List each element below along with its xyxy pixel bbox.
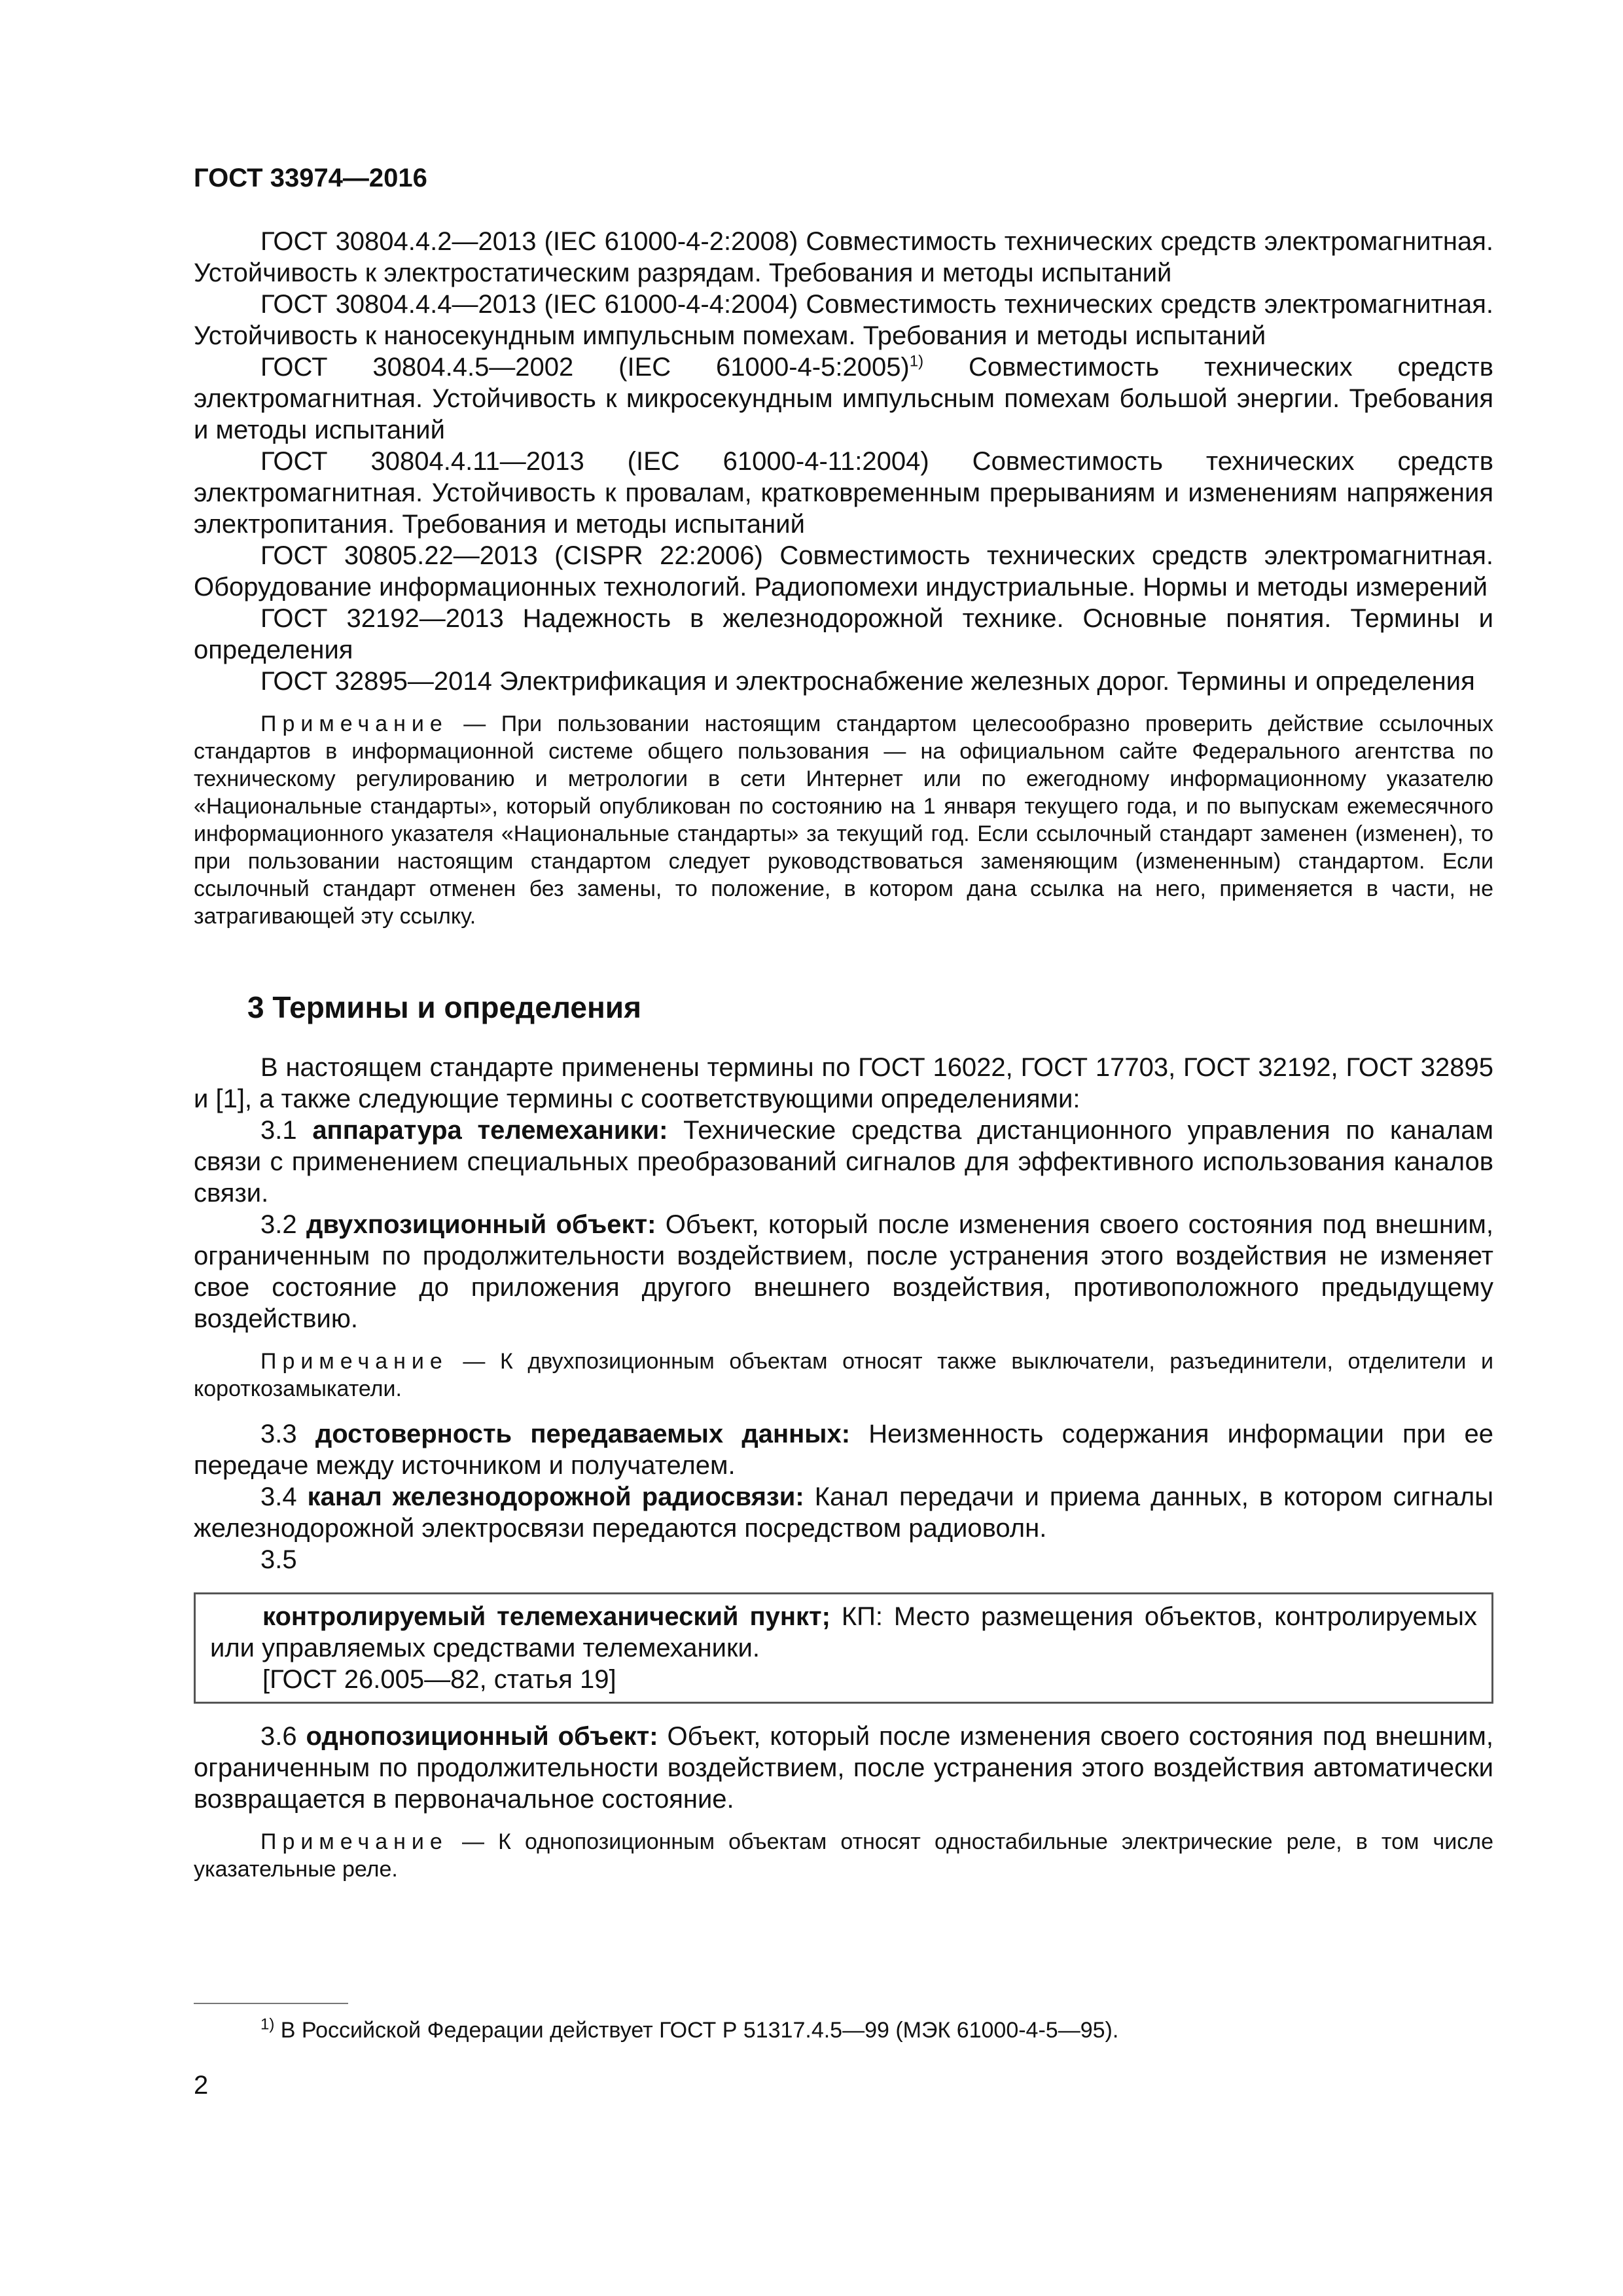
section-heading: 3 Термины и определения [247, 990, 641, 1024]
main-content [194, 226, 1493, 1899]
term-name: контролируемый телемеханический пункт; [262, 1602, 830, 1631]
note-text: — К двухпозиционным объектам относят также выключатели, разъединители, отделители и короткозамыкатели. [194, 1349, 1493, 1401]
term-name: достоверность передаваемых данных: [315, 1420, 851, 1448]
note-text: — При пользовании настоящим стандартом целесообразно проверить действие ссылочных стандартов в информационной системе общего пользования — на официальном сайте Федерального агентства по техническому регулированию и метрологии в сети Интернет или по ежегодному информационному указателю «Национальные стандарты», который опубликован по состоянию на 1 января текущего года, и по выпускам ежемесячного информационного указателя «Национальные стандарты» за текущий год. Если ссылочный стандарт заменен (изменен), то при пользовании настоящим стандартом следует руководствоваться заменяющим (измененным) стандартом. Если ссылочный стандарт отменен без замены, то положение, в котором дана ссылка на него, применяется в части, не затрагивающей эту ссылку. [194, 711, 1493, 929]
reference-item [194, 351, 1493, 446]
note-text: — К однопозиционным объектам относят одностабильные электрические реле, в том числе указательные реле. [194, 1829, 1493, 1882]
term-name: канал железнодорожной радиосвязи: [307, 1482, 804, 1511]
reference-item: ГОСТ 30804.4.11—2013 (IEC 61000-4-11:2004) Совместимость технических средств электромагнитная. Устойчивость к провалам, кратковременным прерываниям и изменениям напряжения электропитания. Требования и методы испытаний [194, 447, 1493, 539]
term-definition: Неизменность содержания информации при ее передаче между источником и получателем. [194, 1420, 1493, 1480]
term-entry: 3.2 двухпозиционный объект: Объект, который после изменения своего состояния под внешним, ограниченным по продолжительности воздействием, после устранения этого воздействия не изменяет свое состояние до приложения другого внешнего воздействия, противоположного предыдущему воздействию. [194, 1210, 1494, 1333]
footnote-marker: 1) [909, 352, 924, 370]
term-name: аппаратура телемеханики: [312, 1116, 668, 1145]
note-label: Примечание [260, 1349, 448, 1374]
term-note [194, 1828, 1493, 1883]
term-definition: КП: Место размещения объектов, контролируемых или управляемых средствами телемеханики. [210, 1602, 1477, 1662]
term-entry: 3.1 аппаратура телемеханики: Технические средства дистанционного управления по каналам связи с применением специальных преобразований сигналов для эффективного использования каналов связи. [194, 1116, 1494, 1208]
term-name: двухпозиционный объект: [306, 1210, 656, 1239]
reference-text: Совместимость технических средств электромагнитная. Устойчивость к микросекундным импульсным помехам большой энергии. Требования и методы испытаний [194, 353, 1494, 444]
term-source: [ГОСТ 26.005—82, статья 19] [262, 1665, 616, 1694]
footnote-text: В Российской Федерации действует ГОСТ Р 51317.4.5—99 (МЭК 61000-4-5—95). [274, 2018, 1119, 2043]
reference-text: ГОСТ 30804.4.5—2002 (IEC 61000-4-5:2005) [260, 353, 910, 382]
page-header: ГОСТ 33974—2016 [194, 164, 427, 192]
footnote-divider [194, 2003, 348, 2004]
note-label: Примечание [260, 1829, 448, 1854]
term-entry: 3.4 канал железнодорожной радиосвязи: Канал передачи и приема данных, в котором сигналы железнодорожной электросвязи передаются посредством радиоволн. [194, 1482, 1493, 1543]
term-note [194, 1348, 1493, 1403]
reference-item: ГОСТ 30805.22—2013 (CISPR 22:2006) Совместимость технических средств электромагнитная. Оборудование информационных технологий. Радиопомехи индустриальные. Нормы и методы измерений [194, 541, 1493, 601]
page-number: 2 [194, 2071, 209, 2100]
term-definition: Технические средства дистанционного управления по каналам связи с применением специальных преобразований сигналов для эффективного использования каналов связи. [194, 1116, 1494, 1208]
normative-references [194, 226, 1493, 697]
term-entry: 3.3 достоверность передаваемых данных: Неизменность содержания информации при ее передаче между источником и получателем. [194, 1420, 1493, 1480]
reference-item: ГОСТ 32895—2014 Электрификация и электроснабжение железных дорог. Термины и определения [260, 667, 1475, 696]
reference-item: ГОСТ 32192—2013 Надежность в железнодорожной технике. Основные понятия. Термины и определения [194, 604, 1493, 664]
reference-item: ГОСТ 30804.4.2—2013 (IEC 61000-4-2:2008) Совместимость технических средств электромагнитная. Устойчивость к электростатическим разрядам. Требования и методы испытаний [194, 227, 1493, 287]
references-note [194, 710, 1493, 930]
footnote [260, 2016, 1118, 2045]
footnote-marker: 1) [260, 2015, 275, 2034]
term-entry [210, 1601, 1477, 1664]
term-definition: Канал передачи и приема данных, в котором сигналы железнодорожной электросвязи передаются посредством радиоволн. [194, 1482, 1493, 1543]
reference-item: ГОСТ 30804.4.4—2013 (IEC 61000-4-4:2004) Совместимость технических средств электромагнитная. Устойчивость к наносекундным импульсным помехам. Требования и методы испытаний [194, 290, 1493, 350]
quoted-term-box [194, 1592, 1493, 1704]
term-name: однопозиционный объект: [306, 1722, 658, 1751]
term-definition: Объект, который после изменения своего состояния под внешним, ограниченным по продолжительности воздействием, после устранения этого воздействия не изменяет свое состояние до приложения другого внешнего воздействия, противоположного предыдущему воздействию. [194, 1210, 1494, 1333]
terms-section [194, 1052, 1493, 1883]
term-definition: Объект, который после изменения своего состояния под внешним, ограниченным по продолжительности воздействием, после устранения этого воздействия автоматически возвращается в первоначальное состояние. [194, 1722, 1494, 1814]
term-entry: 3.6 однопозиционный объект: Объект, который после изменения своего состояния под внешним, ограниченным по продолжительности воздействием, после устранения этого воздействия автоматически возвращается в первоначальное состояние. [194, 1722, 1494, 1814]
section-intro: В настоящем стандарте применены термины по ГОСТ 16022, ГОСТ 17703, ГОСТ 32192, ГОСТ 32895 и [1], а также следующие термины с соответствующими определениями: [194, 1053, 1493, 1113]
note-label: Примечание [260, 711, 448, 736]
term-number: 3.5 [260, 1545, 297, 1574]
